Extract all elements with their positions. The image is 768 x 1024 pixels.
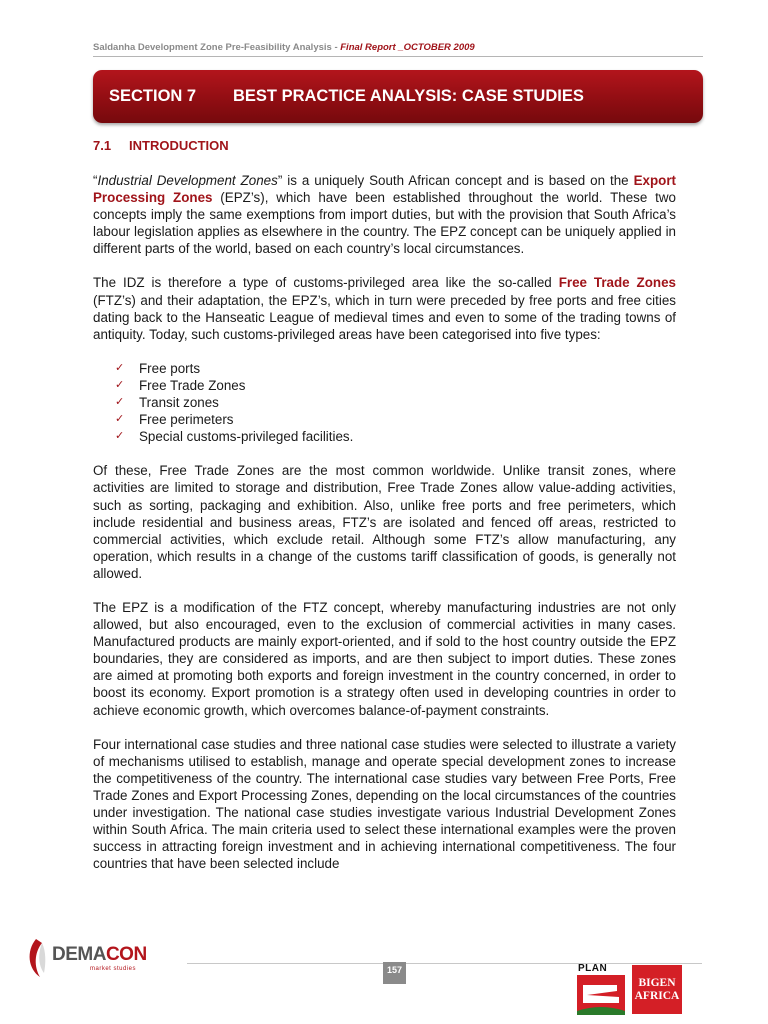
- body-text: [93, 172, 676, 889]
- list-item: [115, 394, 676, 411]
- demacon-tagline: market studies: [90, 966, 137, 972]
- document-title: Saldanha Development Zone Pre-Feasibility Analysis -: [93, 42, 341, 53]
- demacon-wordmark: [52, 944, 147, 966]
- list-item-label: Free Trade Zones: [139, 377, 246, 393]
- paragraph-3: Of these, Free Trade Zones are the most common worldwide. Unlike transit zones, where activities are limited to storage and distribution, Free Trade Zones allow value-adding activities, such as sorting, packaging and exhibition. Also, unlike free ports and free perimeters, which include residential and business areas, FTZ’s are isolated and fenced off areas, restricted to commercial activities, which exclude retail. Although some FTZ’s allow manufacturing, any operation, which results in a change of the customs tariff classification of goods, is generally not allowed.: [93, 463, 676, 581]
- bigen-line: BIGEN: [638, 976, 676, 989]
- running-header: [93, 42, 703, 57]
- subsection-number: 7.1: [93, 138, 112, 153]
- plan-wordmark: PLAN: [578, 963, 608, 974]
- checkmark-icon: ✓: [115, 378, 125, 391]
- bigen-line: AFRICA: [634, 989, 680, 1002]
- subsection-title: INTRODUCTION: [129, 138, 229, 153]
- list-item-label: Special customs-privileged facilities.: [139, 429, 354, 445]
- paragraph-4: The EPZ is a modification of the FTZ concept, whereby manufacturing industries are not only allowed, but also encouraged, even to the exclusion of commercial activities in many cases. Manufactured products are mainly export-oriented, and if sold to the host country outside the EPZ boundaries, they are considered as imports, and are then subject to import duties. These zones are aimed at promoting both exports and foreign investment in the country concerned, in order to boost its economy. Export promotion is a strategy often used in developing countries in order to achieve economic growth, which overcomes balance-of-payment constraints.: [93, 599, 676, 718]
- text-run: (EPZ’s), which have been established throughout the world. These two concepts imply the same exemptions from import duties, but with the provision that South Africa’s labour legislation applies as elsewhere in the country. The EPZ concept can be uniquely applied in different parts of the world, based on each country’s local circumstances.: [93, 190, 676, 257]
- italic-term: Industrial Development Zones: [97, 173, 278, 188]
- checkmark-icon: ✓: [115, 430, 125, 443]
- text-run: (FTZ’s) and their adaptation, the EPZ’s, which in turn were preceded by free ports and free cities dating back to the Hanseatic League of medieval times and even to some of the trading towns of antiquity. Today, such customs-privileged areas have been categorised into five types:: [93, 292, 676, 342]
- section-number: SECTION 7: [109, 87, 197, 105]
- report-label: Final Report _OCTOBER 2009: [340, 42, 475, 53]
- text-run: The IDZ is therefore a type of customs-privileged area like the so-called: [93, 275, 559, 291]
- text-run: ” is a uniquely South African concept and is based on the: [277, 173, 634, 188]
- list-item-label: Free ports: [139, 360, 201, 376]
- list-item: [115, 411, 676, 428]
- checkmark-icon: ✓: [115, 413, 125, 426]
- emphasis-epz: Export Processing Zones: [93, 173, 676, 206]
- list-item: [115, 360, 676, 377]
- paragraph-1: [93, 172, 676, 257]
- list-item: [115, 428, 676, 445]
- zone-types-list: [93, 360, 676, 445]
- open-quote: “: [93, 173, 98, 188]
- list-item: [115, 377, 676, 394]
- section-title: BEST PRACTICE ANALYSIS: CASE STUDIES: [233, 87, 584, 105]
- list-item-label: Free perimeters: [139, 412, 234, 428]
- checkmark-icon: ✓: [115, 361, 125, 374]
- emphasis-ftz: Free Trade Zones: [558, 275, 676, 291]
- list-item-label: Transit zones: [139, 395, 219, 411]
- section-banner: [93, 70, 703, 123]
- paragraph-2: [93, 274, 676, 342]
- paragraph-5: Four international case studies and three national case studies were selected to illustrate a variety of mechanisms utilised to establish, manage and operate special development zones to increase the competitiveness of the country. The international case studies vary between Free Ports, Free Trade Zones and Export Processing Zones, depending on the local circumstances of the countries under investigation. The national case studies investigate various Industrial Development Zones within South Africa. The main criteria used to select these international examples were the proven success in attracting foreign investment and in achieving international competitiveness. The four countries that have been selected include: [93, 736, 676, 872]
- subsection-heading: [93, 138, 229, 153]
- page-number: 157: [383, 962, 406, 984]
- checkmark-icon: ✓: [115, 396, 125, 409]
- bigen-africa-logo: [632, 965, 682, 1014]
- demacon-name-part: DEMA: [52, 944, 106, 965]
- demacon-name-part: CON: [105, 944, 147, 965]
